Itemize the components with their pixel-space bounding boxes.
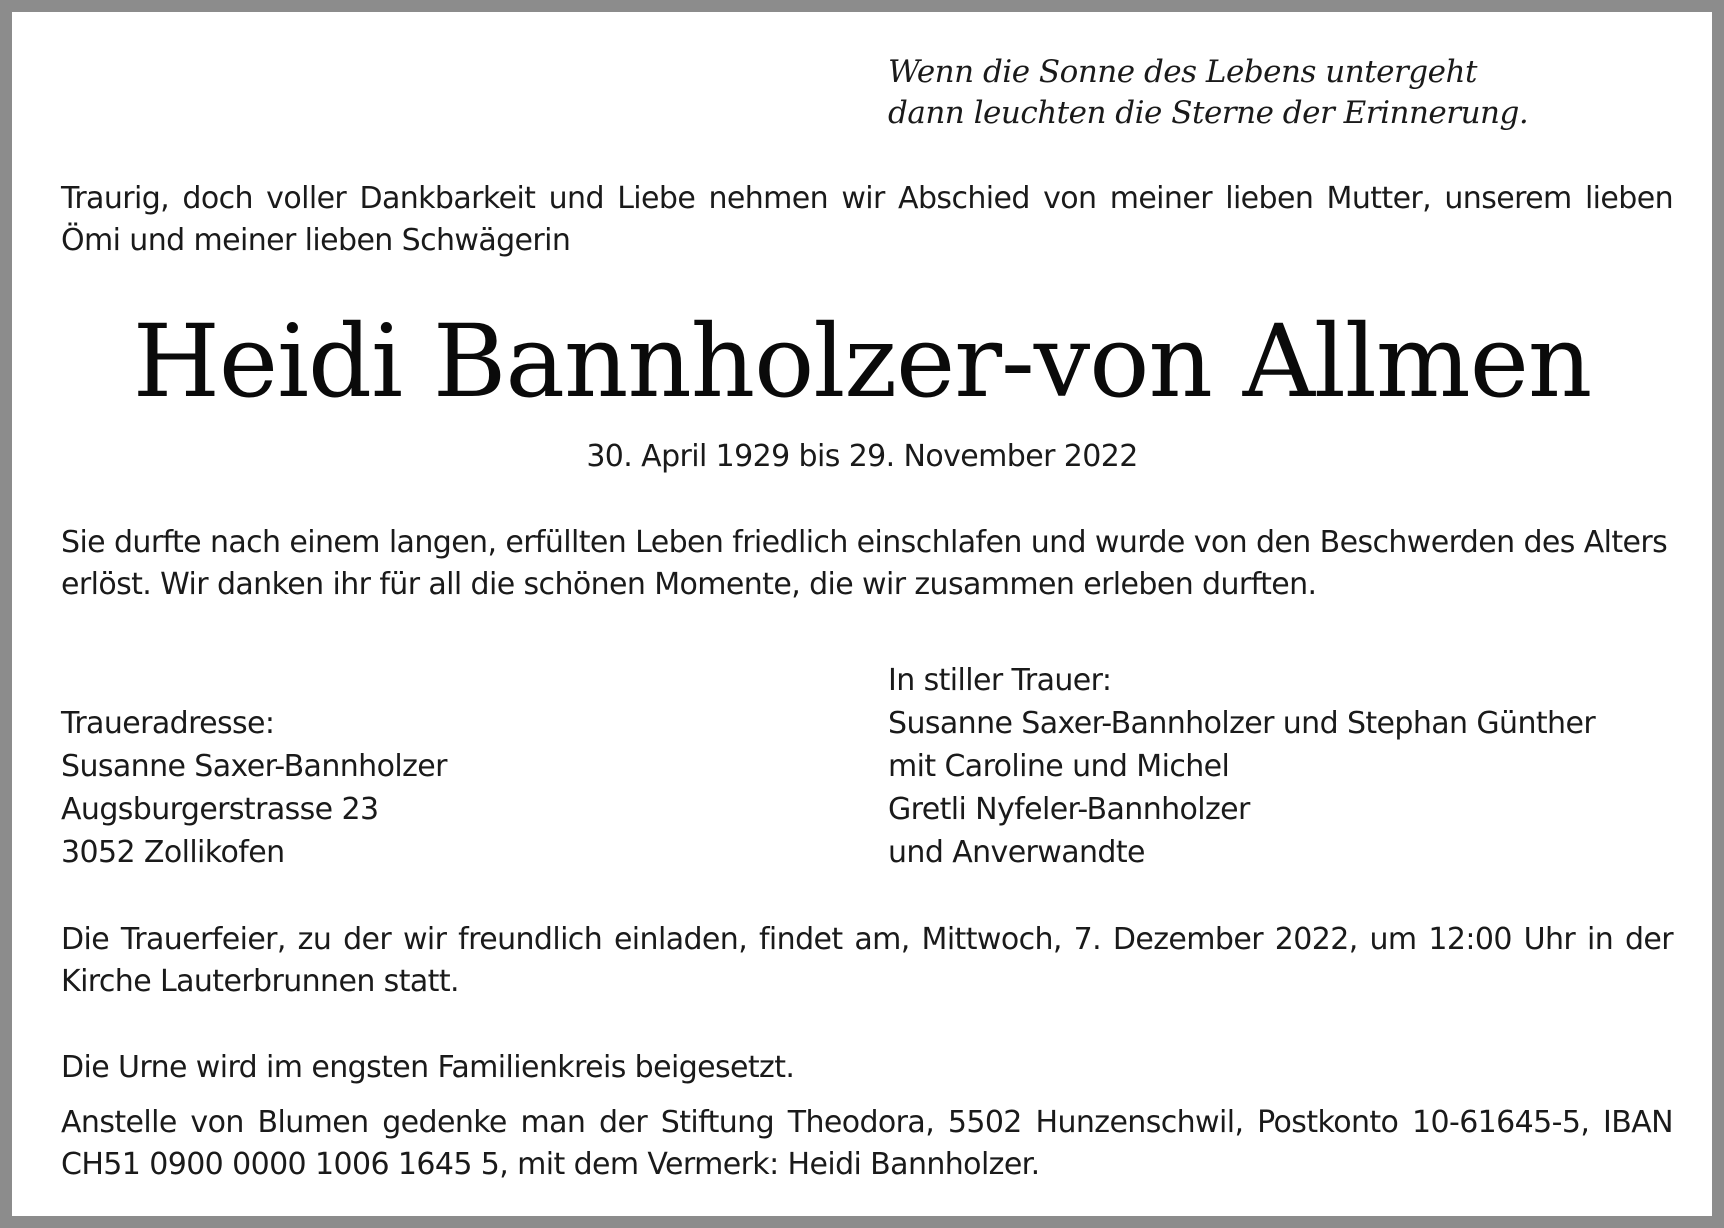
mourning-address <box>61 702 447 874</box>
donation-text: Anstelle von Blumen gedenke man der Stiftung Theodora, 5502 Hunzenschwil, Postkonto 10-61645-5, IBAN CH51 0900 0000 1006 1645 5, mit dem Vermerk: Heidi Bannholzer. <box>61 1105 1673 1182</box>
motto-line-1: Wenn die Sonne des Lebens untergeht <box>888 54 1477 90</box>
obituary-notice <box>12 12 1712 1216</box>
mourner-line: Susanne Saxer-Bannholzer und Stephan Günther <box>888 706 1596 741</box>
mourning-address-heading: Traueradresse: <box>61 706 275 741</box>
urn-text: Die Urne wird im engsten Familienkreis beigesetzt. <box>61 1050 795 1085</box>
mourning-address-line: Augsburgerstrasse 23 <box>61 792 379 827</box>
ceremony-text: Die Trauerfeier, zu der wir freundlich einladen, findet am, Mittwoch, 7. Dezember 2022, um 12:00 Uhr in der Kirche Lauterbrunnen statt. <box>61 922 1673 999</box>
mourner-line: Gretli Nyfeler-Bannholzer <box>888 792 1250 827</box>
intro-text: Traurig, doch voller Dankbarkeit und Liebe nehmen wir Abschied von meiner lieben Mutter, unserem lieben Ömi und meiner lieben Schwägerin <box>61 181 1673 258</box>
life-dates: 30. April 1929 bis 29. November 2022 <box>586 439 1138 474</box>
mourners-list <box>888 659 1595 874</box>
motto-quote <box>888 52 1528 134</box>
mourner-line: und Anverwandte <box>888 835 1145 870</box>
mourners-heading: In stiller Trauer: <box>888 663 1112 698</box>
motto-line-2: dann leuchten die Sterne der Erinnerung. <box>888 95 1529 131</box>
mourning-address-line: 3052 Zollikofen <box>61 835 285 870</box>
tribute-text: Sie durfte nach einem langen, erfüllten Leben friedlich einschlafen und wurde von den Beschwerden des Alters erlöst. Wir danken ihr für all die schönen Momente, die wir zusammen erleben durften. <box>61 525 1668 602</box>
mourning-address-line: Susanne Saxer-Bannholzer <box>61 749 447 784</box>
deceased-name: Heidi Bannholzer-von Allmen <box>132 303 1592 420</box>
mourner-line: mit Caroline und Michel <box>888 749 1230 784</box>
